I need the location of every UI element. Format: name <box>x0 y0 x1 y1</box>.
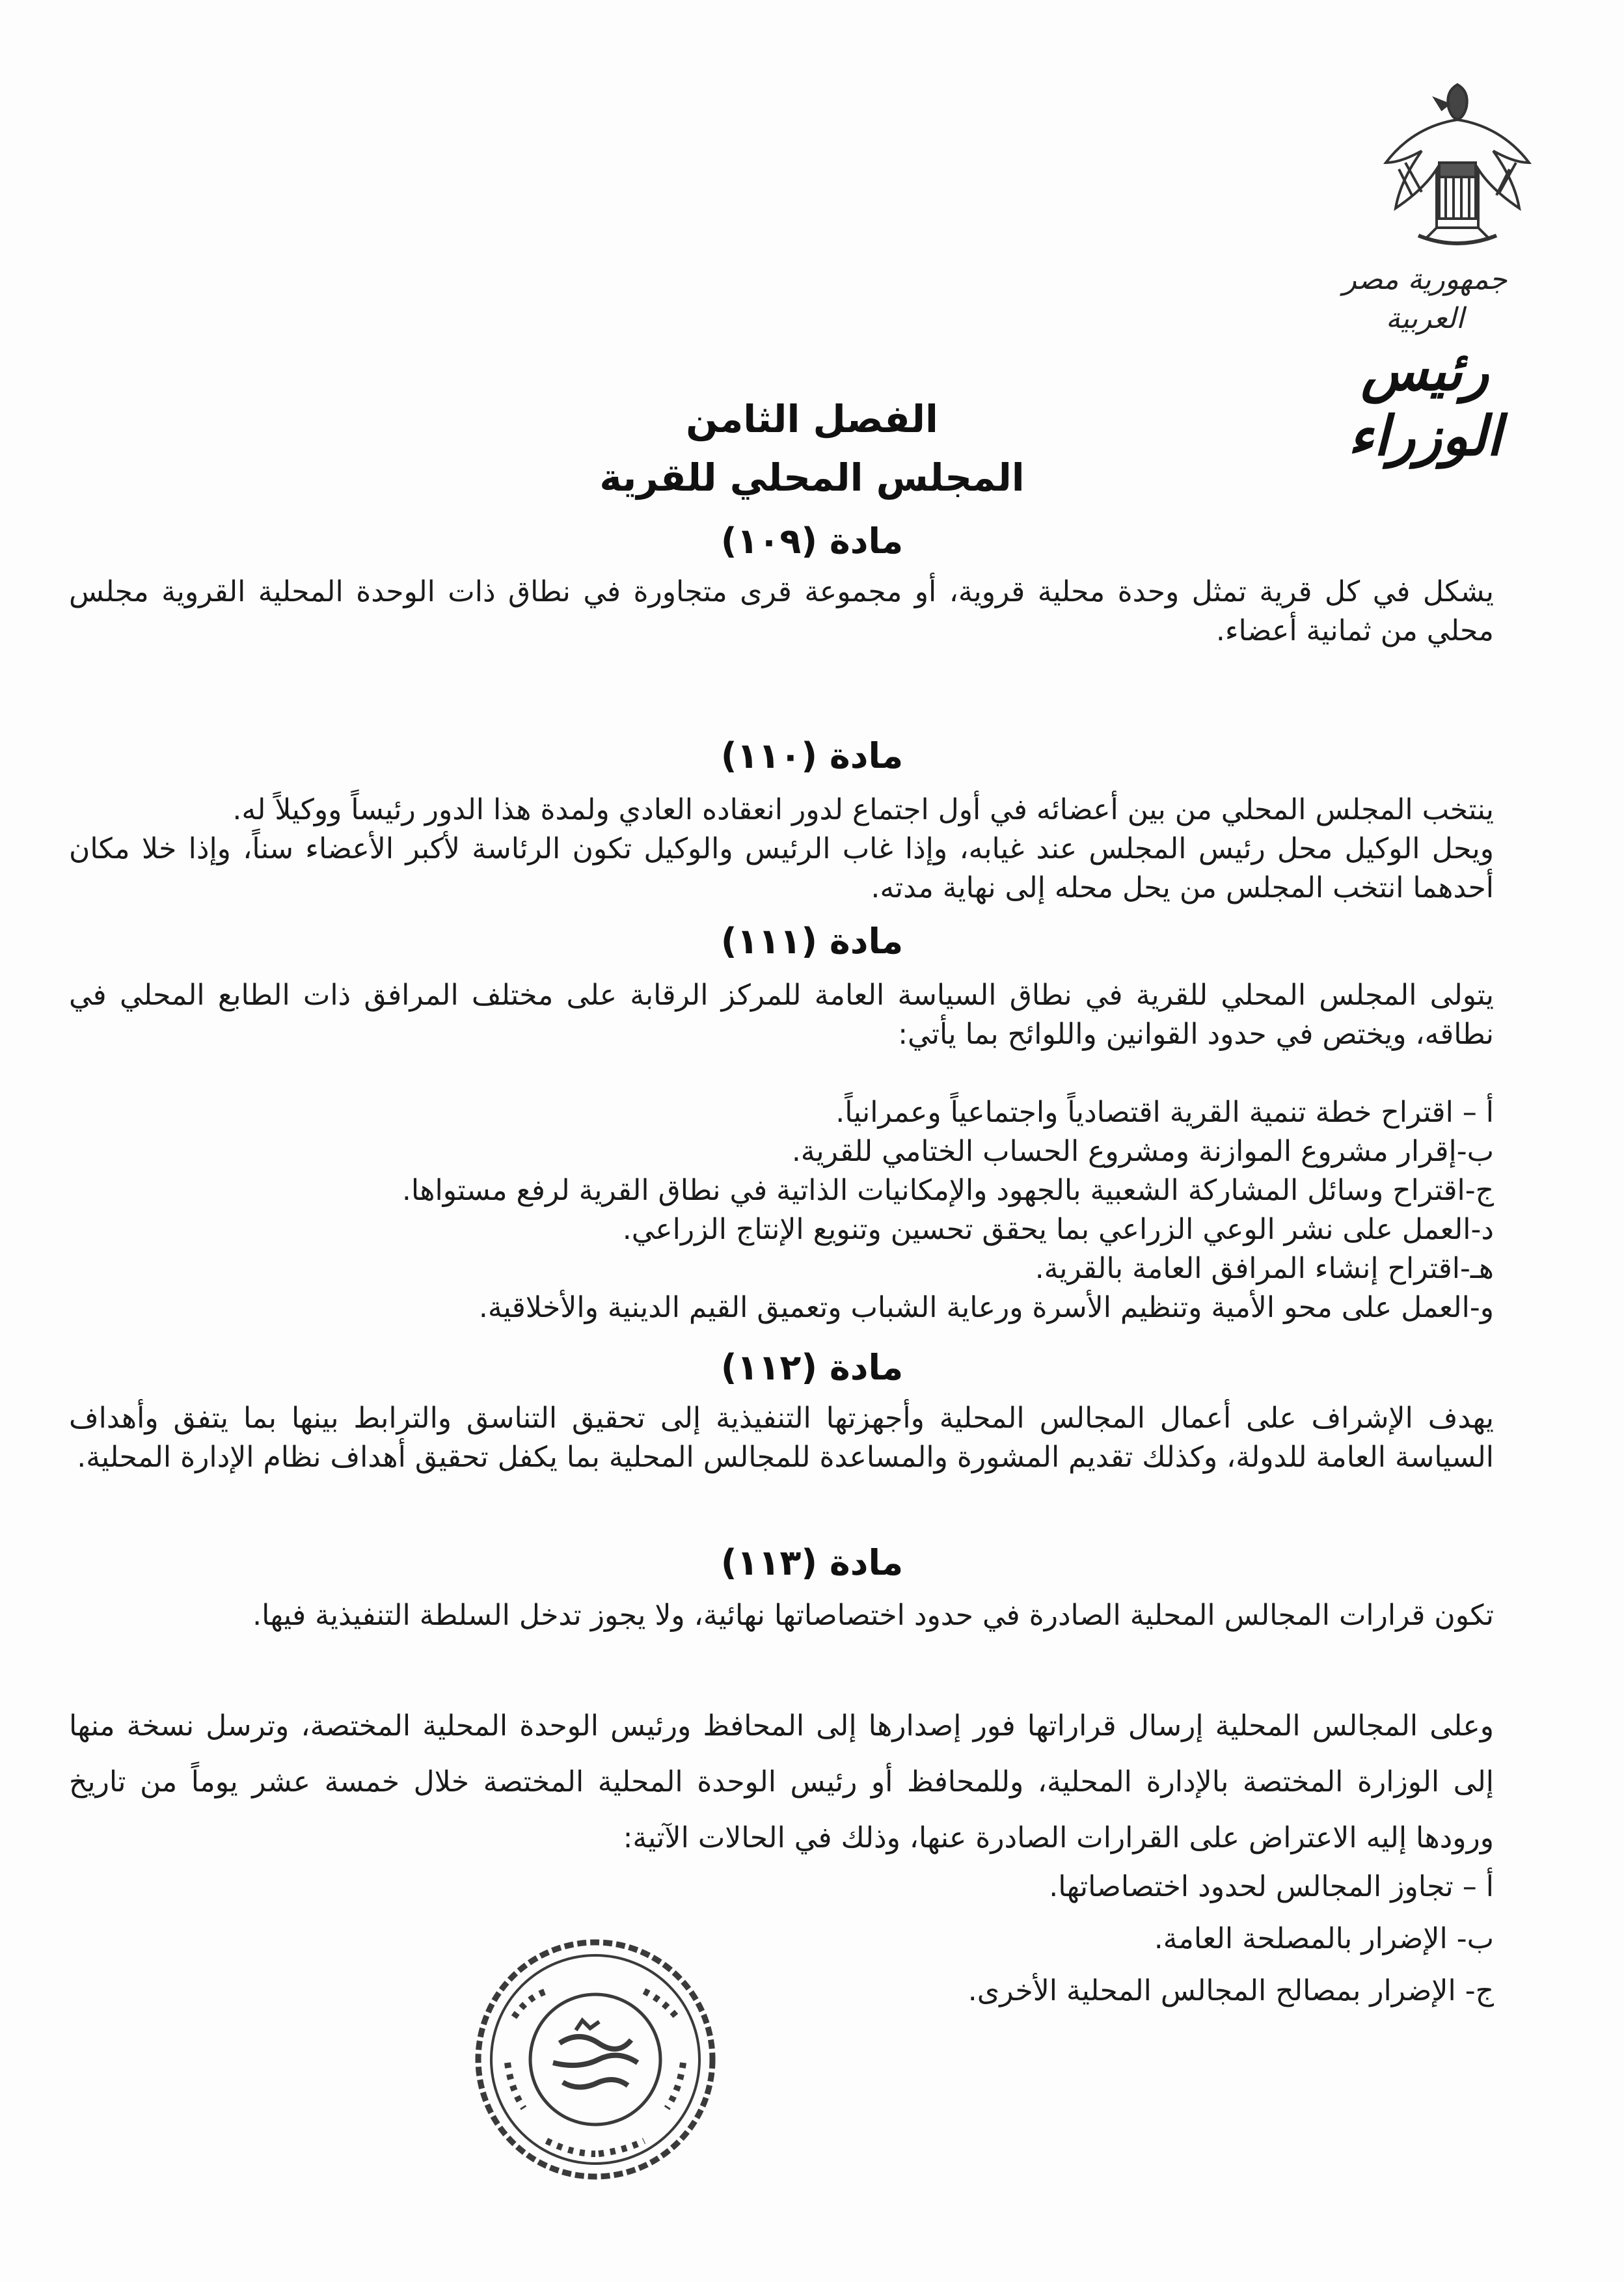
article-paragraph: يتولى المجلس المحلي للقرية في نطاق السياسة العامة للمركز الرقابة على مختلف المرافق ذات الطابع المحلي في نطاقه، ويختص في حدود القوانين واللوائح بما يأتي: <box>69 979 1494 1051</box>
list-item: أ – اقتراح خطة تنمية القرية اقتصادياً واجتماعياً وعمرانياً. <box>835 1096 1494 1129</box>
article-title: مادة (١١١) <box>720 921 904 962</box>
article-paragraph: ويحل الوكيل محل رئيس المجلس عند غيابه، وإذا غاب الرئيس والوكيل تكون الرئاسة لأكبر الأعضاء سناً، وإذا خلا مكان أحدهما انتخب المجلس من يحل محله إلى نهاية مدته. <box>69 832 1494 904</box>
article-paragraph: تكون قرارات المجالس المحلية الصادرة في حدود اختصاصاتها نهائية، ولا يجوز تدخل السلطة التنفيذية فيها. <box>252 1599 1494 1632</box>
list-item: ب-إقرار مشروع الموازنة ومشروع الحساب الختامي للقرية. <box>791 1135 1494 1168</box>
list-item: هـ-اقتراح إنشاء المرافق العامة بالقرية. <box>1035 1252 1494 1285</box>
eagle-emblem-icon <box>1360 65 1555 260</box>
article-title: مادة (١١٢) <box>720 1347 904 1388</box>
list-item: د-العمل على نشر الوعي الزراعي بما يحقق تحسين وتنويع الإنتاج الزراعي. <box>622 1213 1494 1246</box>
article-paragraph: وعلى المجالس المحلية إرسال قراراتها فور إصدارها إلى المحافظ ورئيس الوحدة المحلية المختصة، وترسل نسخة منها إلى الوزارة المختصة بالإدارة المحلية، وللمحافظ أو رئيس الوحدة المحلية المختصة خلال خمسة عشر يوماً من تاريخ ورودها إليه الاعتراض على القرارات الصادرة عنها، وذلك في الحالات الآتية: <box>69 1709 1494 1854</box>
list-item: ج-اقتراح وسائل المشاركة الشعبية بالجهود والإمكانيات الذاتية في نطاق القرية لرفع مستواها. <box>401 1174 1494 1207</box>
article-title: مادة (١١٣) <box>720 1542 904 1583</box>
letterhead-country: جمهورية مصر العربية <box>1342 263 1508 335</box>
list-item: و-العمل على محو الأمية وتنظيم الأسرة ورعاية الشباب وتعميق القيم الدينية والأخلاقية. <box>478 1291 1494 1324</box>
official-seal-stamp <box>468 1933 722 2186</box>
chapter-subtitle: المجلس المحلي للقرية <box>599 455 1025 500</box>
article-title: مادة (١١٠) <box>720 735 904 776</box>
chapter-title: الفصل الثامن <box>686 397 938 441</box>
article-paragraph: يهدف الإشراف على أعمال المجالس المحلية وأجهزتها التنفيذية إلى تحقيق التناسق والترابط بينها بما يتفق وأهداف السياسة العامة للدولة، وكذلك تقديم المشورة والمساعدة للمجالس المحلية بما يكفل تحقيق أهداف نظام الإدارة المحلية. <box>69 1402 1494 1474</box>
list-item: ج- الإضرار بمصالح المجالس المحلية الأخرى. <box>968 1974 1494 2007</box>
article-paragraph: ينتخب المجلس المحلي من بين أعضائه في أول اجتماع لدور انعقاده العادي ولمدة هذا الدور رئيساً ووكيلاً له. <box>232 793 1494 826</box>
list-item: ب- الإضرار بالمصلحة العامة. <box>1154 1922 1494 1955</box>
article-title: مادة (١٠٩) <box>720 521 904 562</box>
article-paragraph: يشكل في كل قرية تمثل وحدة محلية قروية، أو مجموعة قرى متجاورة في نطاق ذات الوحدة المحلية القروية مجلس محلي من ثمانية أعضاء. <box>69 575 1494 647</box>
letterhead-office: رئيس الوزراء <box>1347 338 1502 468</box>
list-item: أ – تجاوز المجالس لحدود اختصاصاتها. <box>1049 1870 1494 1903</box>
